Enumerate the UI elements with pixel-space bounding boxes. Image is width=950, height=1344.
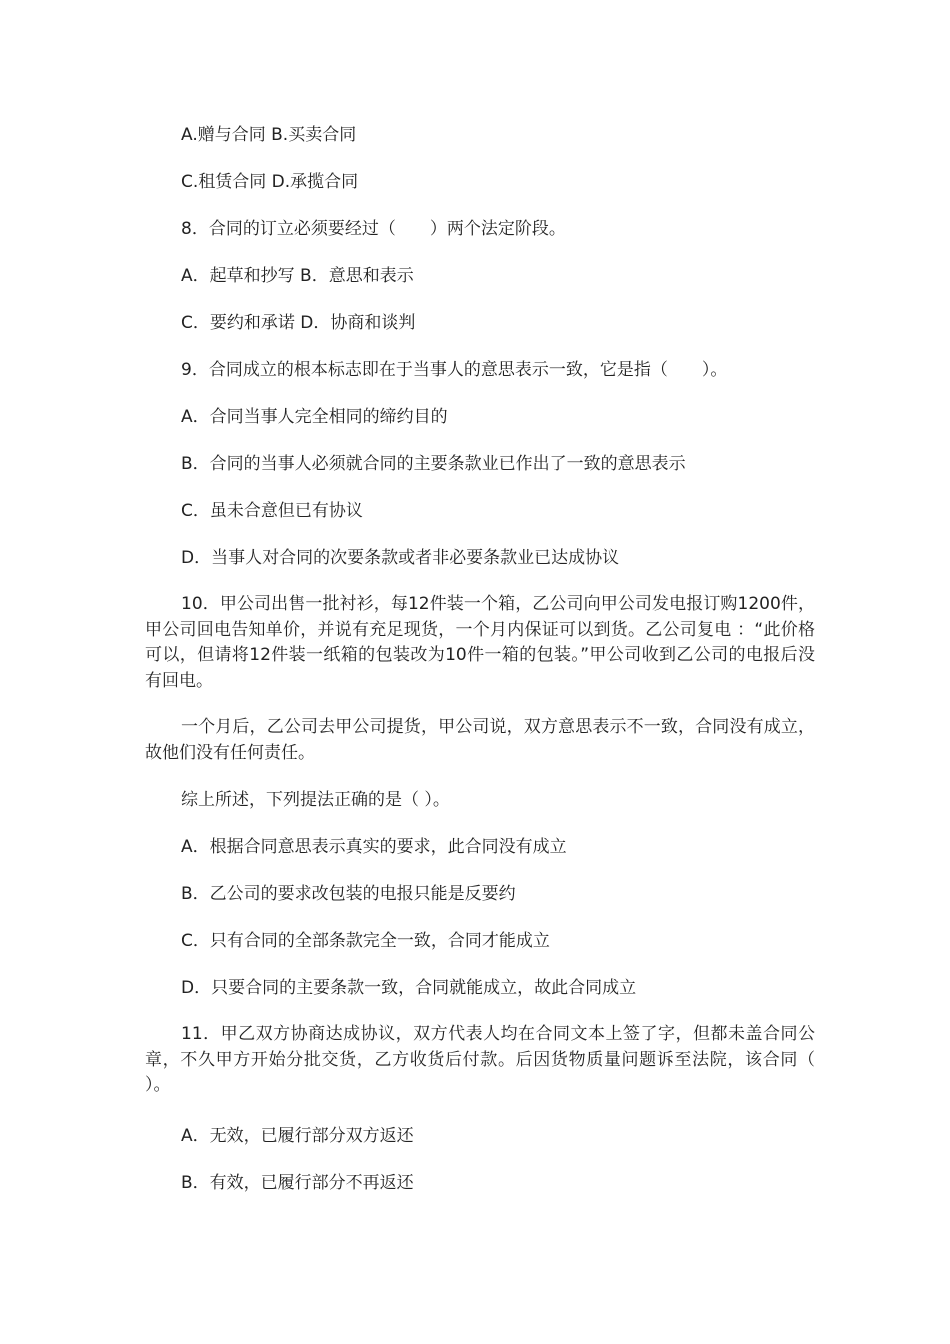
question-11-stem: 11．甲乙双方协商达成协议，双方代表人均在合同文本上签了字，但都未盖合同公章，不久甲方开始分批交货，乙方收货后付款。后因货物质量问题诉至法院，该合同（ ）。	[145, 1024, 815, 1095]
q10-option-b: B．乙公司的要求改包装的电报只能是反要约	[181, 884, 516, 904]
question-9: 9．合同成立的根本标志即在于当事人的意思表示一致，它是指（ ）。	[181, 360, 728, 380]
question-8: 8．合同的订立必须要经过（ ）两个法定阶段。	[181, 219, 566, 239]
question-10-prompt: 综上所述，下列提法正确的是（ ）。	[181, 790, 450, 810]
q11-option-b: B．有效，已履行部分不再返还	[181, 1172, 414, 1193]
question-10-stem: 10．甲公司出售一批衬衫，每12件装一个箱，乙公司向甲公司发电报订购1200件，甲公司回电告知单价，并说有充足现货，一个月内保证可以到货。乙公司复电 ：“此价格可以，但请将12件装一纸箱的包装改为10件一箱的包装。”甲公司收到乙公司的电报后没有回电。	[145, 594, 815, 691]
q9-option-b: B．合同的当事人必须就合同的主要条款业已作出了一致的意思表示	[181, 454, 686, 474]
q7-options-line-2: C.租赁合同 D.承揽合同	[181, 172, 359, 192]
q10-option-c: C．只有合同的全部条款完全一致，合同才能成立	[181, 931, 550, 951]
q7-options-line-1: A.赠与合同 B.买卖合同	[181, 125, 357, 145]
q8-options-line-2: C．要约和承诺 D．协商和谈判	[181, 313, 416, 333]
document-body	[145, 122, 815, 1217]
q9-option-c: C．虽未合意但已有协议	[181, 501, 363, 521]
q11-option-a: A．无效，已履行部分双方返还	[181, 1125, 414, 1146]
q10-option-a: A．根据合同意思表示真实的要求，此合同没有成立	[181, 837, 567, 857]
q9-option-d: D．当事人对合同的次要条款或者非必要条款业已达成协议	[181, 548, 620, 568]
q9-option-a: A．合同当事人完全相同的缔约目的	[181, 407, 448, 427]
q10-option-d: D．只要合同的主要条款一致，合同就能成立，故此合同成立	[181, 978, 637, 998]
question-10-stem-continued: 一个月后，乙公司去甲公司提货，甲公司说，双方意思表示不一致，合同没有成立，故他们没有任何责任。	[145, 717, 815, 763]
q8-options-line-1: A．起草和抄写 B．意思和表示	[181, 266, 414, 286]
